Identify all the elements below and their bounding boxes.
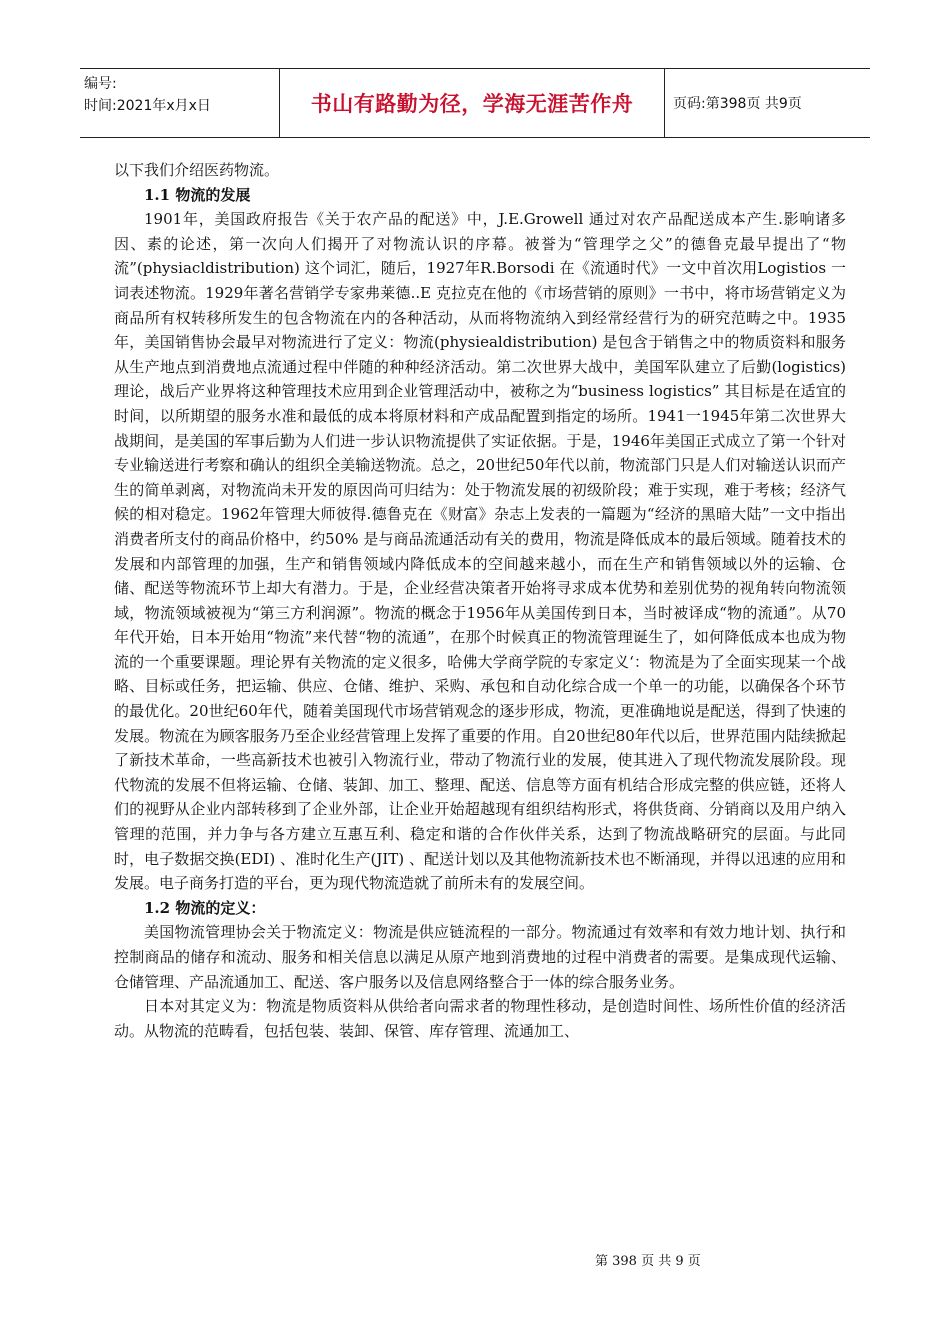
page-footer: 第 398 页 共 9 页 [595,1254,701,1269]
header-motto: 书山有路勤为径，学海无涯苦作舟 [280,69,665,137]
document-date: 时间:2021年x月x日 [84,98,211,114]
document-body [114,158,846,1043]
intro-paragraph: 以下我们介绍医药物流。 [114,161,280,179]
paragraph-development: 1901年，美国政府报告《关于农产品的配送》中，J.E.Growell 通过对农产品配送成本产生.影响诸多因、素的论述，第一次向人们揭开了对物流认识的序幕。被誉为“管理学之父”的德鲁克最早提出了“物流”(physiacldistribution) 这个词汇，随后，1927年R.Borsodi 在《流通时代》一文中首次用Logistios 一词表述物流。1929年著名营销学专家弗莱德..E 克拉克在他的《市场营销的原则》一书中，将市场营销定义为商品所有权转移所发生的包含物流在内的各种活动，从而将物流纳入到经常经营行为的研究范畴之中。1935年，美国销售协会最早对物流进行了定义：物流(physiealdistribution) 是包含于销售之中的物质资料和服务从生产地点到消费地点流通过程中伴随的种种经济活动。第二次世界大战中，美国军队建立了后勤(logistics) 理论，战后产业界将这种管理技术应用到企业管理活动中，被称之为“business logistics” 其目标是在适宜的时间，以所期望的服务水准和最低的成本将原材料和产成品配置到指定的场所。1941一1945年第二次世界大战期间，是美国的军事后勤为人们进一步认识物流提供了实证依据。于是，1946年美国正式成立了第一个针对专业输送进行考察和确认的组织全美输送物流。总之，20世纪50年代以前，物流部门只是人们对输送认识而产生的简单剥离，对物流尚未开发的原因尚可归结为：处于物流发展的初级阶段；难于实现，难于考核；经济气候的相对稳定。1962年管理大师彼得.德鲁克在《财富》杂志上发表的一篇题为“经济的黑暗大陆”一文中指出消费者所支付的商品价格中，约50% 是与商品流通活动有关的费用，物流是降低成本的最后领域。随着技术的发展和内部管理的加强，生产和销售领域内降低成本的空间越来越小，而在生产和销售领域以外的运输、仓储、配送等物流环节上却大有潜力。于是，企业经营决策者开始将寻求成本优势和差别优势的视角转向物流领域，物流领域被视为“第三方利润源”。物流的概念于1956年从美国传到日本，当时被译成“物的流通”。从70年代开始，日本开始用“物流”来代替“物的流通”，在那个时候真正的物流管理诞生了，如何降低成本也成为物流的一个重要课题。理论界有关物流的定义很多，哈佛大学商学院的专家定义‘：物流是为了全面实现某一个战略、目标或任务，把运输、供应、仓储、维护、采购、承包和自动化综合成一个单一的功能，以确保各个环节的最优化。20世纪60年代，随着美国现代市场营销观念的逐步形成，物流，更准确地说是配送，得到了快速的发展。物流在为顾客服务乃至企业经营管理上发挥了重要的作用。自20世纪80年代以后，世界范围内陆续掀起了新技术革命，一些高新技术也被引入物流行业，带动了物流行业的发展，使其进入了现代物流发展阶段。现代物流的发展不但将运输、仓储、装卸、加工、整理、配送、信息等方面有机结合形成完整的供应链，还将人们的视野从企业内部转移到了企业外部，让企业开始超越现有组织结构形式，将供货商、分销商以及用户纳入管理的范围，并力争与各方建立互惠互利、稳定和谐的合作伙伴关系，达到了物流战略研究的层面。与此同时，电子数据交换(EDI) 、准时化生产(JIT) 、配送计划以及其他物流新技术也不断涌现，并得以迅速的应用和发展。电子商务打造的平台，更为现代物流造就了前所未有的发展空间。 [114,210,846,893]
document-number: 编号: [84,76,117,92]
section-heading-definition: 1.2 物流的定义： [144,898,266,917]
header-meta [80,69,280,137]
paragraph-japan-definition: 日本对其定义为：物流是物质资料从供给者向需求者的物理性移动，是创造时间性、场所性价值的经济活动。从物流的范畴看，包括包装、装卸、保管、库存管理、流通加工、 [114,997,846,1040]
section-heading-development: 1.1 物流的发展 [144,185,251,204]
paragraph-us-definition: 美国物流管理协会关于物流定义：物流是供应链流程的一部分。物流通过有效率和有效力地计划、执行和控制商品的储存和流动、服务和相关信息以满足从原产地到消费地的过程中消费者的需要。是集成现代运输、仓储管理、产品流通加工、配送、客户服务以及信息网络整合于一体的综合服务业务。 [114,923,846,991]
page-header [80,68,870,138]
header-page-number: 页码:第398页 共9页 [673,96,802,112]
